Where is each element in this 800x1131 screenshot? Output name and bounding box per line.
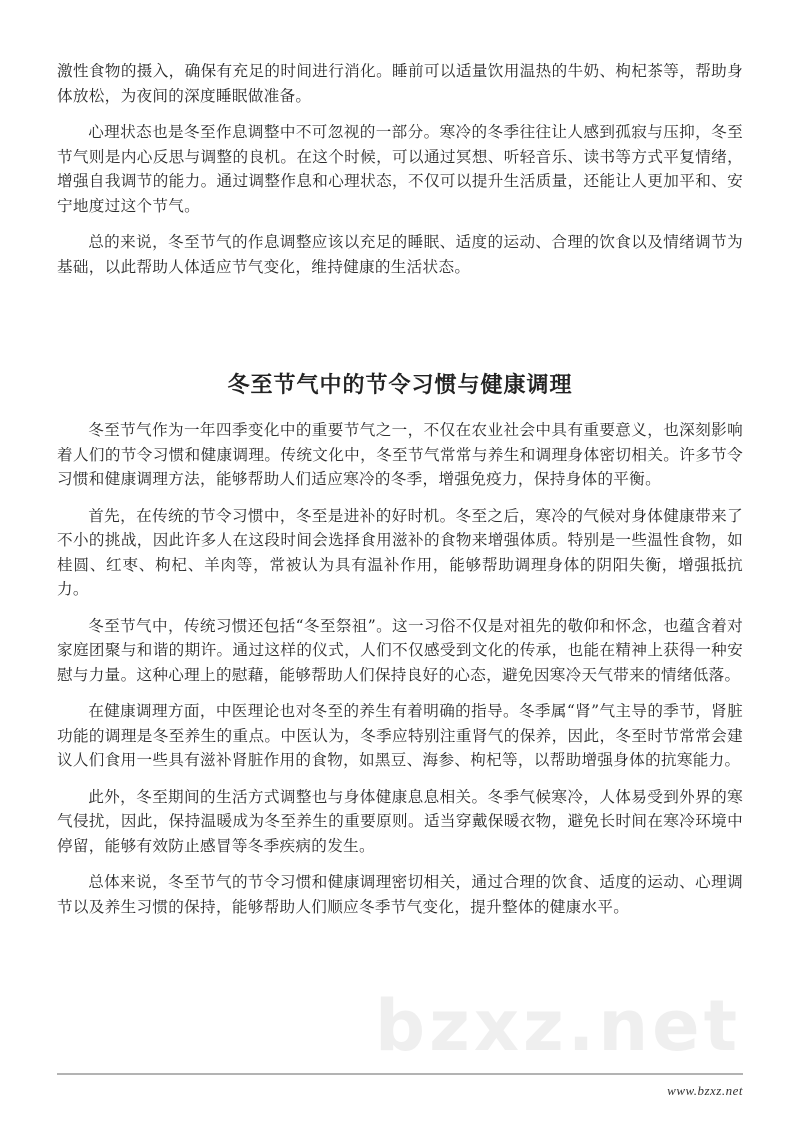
section-1-body [57,59,743,279]
paragraph: 总的来说，冬至节气的作息调整应该以充足的睡眠、适度的运动、合理的饮食以及情绪调节为基础，以此帮助人体适应节气变化，维持健康的生活状态。 [57,233,743,276]
paragraph: 首先，在传统的节令习惯中，冬至是进补的好时机。冬至之后，寒冷的气候对身体健康带来了不小的挑战，因此许多人在这段时间会选择食用滋补的食物来增强体质。特别是一些温性食物，如桂圆、红枣、枸杞、羊肉等，常被认为具有温补作用，能够帮助调理身体的阴阳失衡，增强抵抗力。 [57,506,743,598]
paragraph: 冬至节气作为一年四季变化中的重要节气之一，不仅在农业社会中具有重要意义，也深刻影响着人们的节令习惯和健康调理。传统文化中，冬至节气常常与养生和调理身体密切相关。许多节令习惯和健康调理方法，能够帮助人们适应寒冷的冬季，增强免疫力，保持身体的平衡。 [57,421,743,488]
paragraph: 在健康调理方面，中医理论也对冬至的养生有着明确的指导。冬季属“肾”气主导的季节，肾脏功能的调理是冬至养生的重点。中医认为，冬季应特别注重肾气的保养，因此，冬至时节常常会建议人们食用一些具有滋补肾脏作用的食物，如黑豆、海参、枸杞等，以帮助增强身体的抗寒能力。 [57,702,743,769]
paragraph: 心理状态也是冬至作息调整中不可忽视的一部分。寒冷的冬季往往让人感到孤寂与压抑，冬至节气则是内心反思与调整的良机。在这个时候，可以通过冥想、听轻音乐、读书等方式平复情绪，增强自我调节的能力。通过调整作息和心理状态，不仅可以提升生活质量，还能让人更加平和、安宁地度过这个节气。 [57,123,743,215]
footer-divider [57,1073,743,1075]
watermark: bzxz.net [375,985,742,1067]
paragraph: 此外，冬至期间的生活方式调整也与身体健康息息相关。冬季气候寒冷，人体易受到外界的寒气侵扰，因此，保持温暖成为冬至养生的重要原则。适当穿戴保暖衣物，避免长时间在寒冷环境中停留，能够有效防止感冒等冬季疾病的发生。 [57,787,743,855]
section-2-body [57,418,743,919]
paragraph: 激性食物的摄入，确保有充足的时间进行消化。睡前可以适量饮用温热的牛奶、枸杞茶等，帮助身体放松，为夜间的深度睡眠做准备。 [57,62,743,105]
paragraph: 冬至节气中，传统习惯还包括“冬至祭祖”。这一习俗不仅是对祖先的敬仰和怀念，也蕴含着对家庭团聚与和谐的期许。通过这样的仪式，人们不仅感受到文化的传承，也能在精神上获得一种安慰与力量。这种心理上的慰藉，能够帮助人们保持良好的心态，避免因寒冷天气带来的情绪低落。 [57,616,743,684]
section-heading: 冬至节气中的节令习惯与健康调理 [227,373,573,398]
paragraph: 总体来说，冬至节气的节令习惯和健康调理密切相关，通过合理的饮食、适度的运动、心理调节以及养生习惯的保持，能够帮助人们顺应冬季节气变化，提升整体的健康水平。 [57,873,743,916]
footer-url: www.bzxz.net [667,1083,743,1098]
